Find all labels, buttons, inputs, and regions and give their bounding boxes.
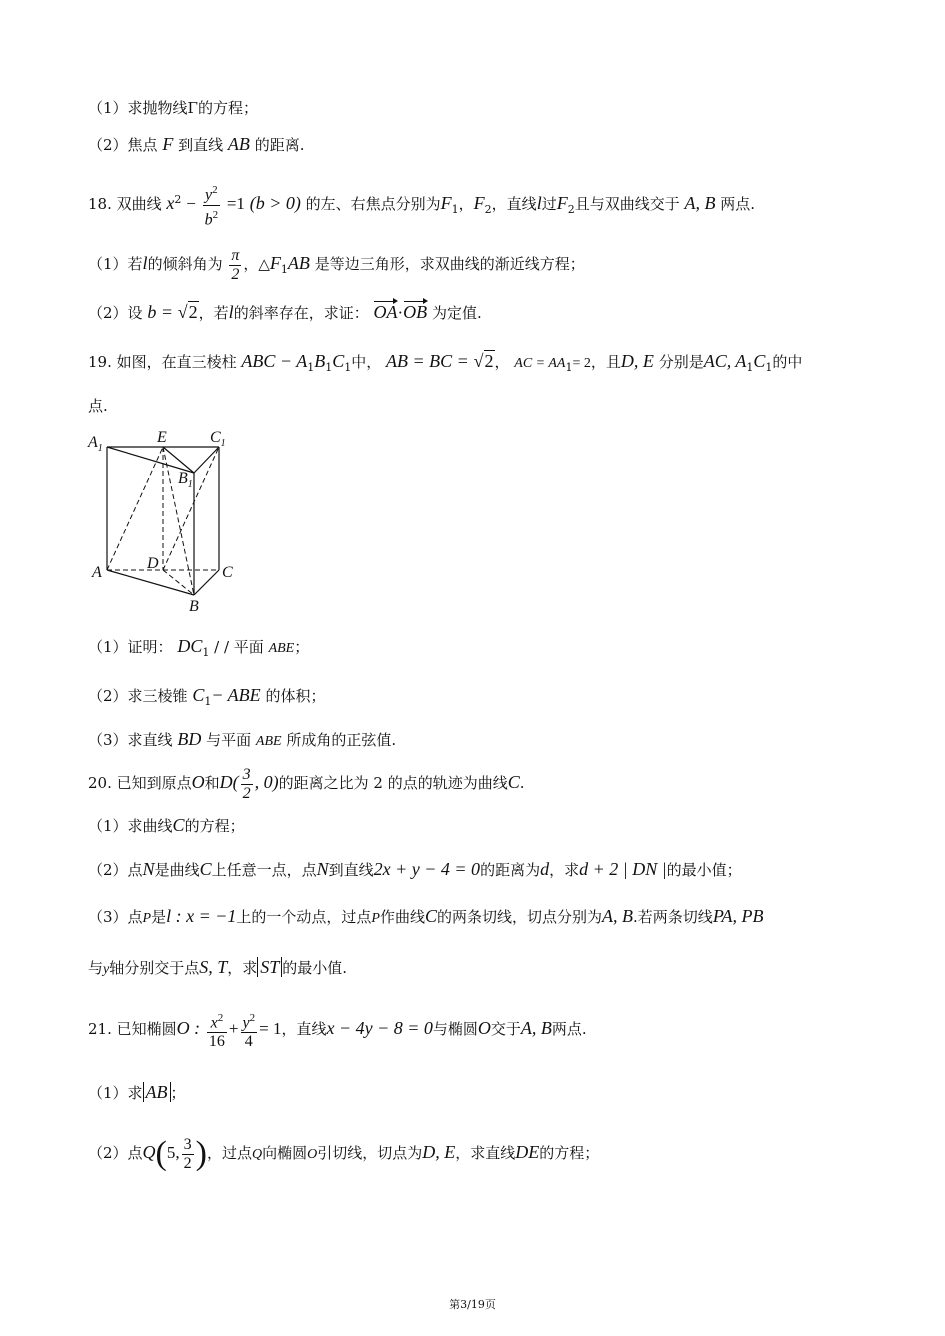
math: AB (143, 1082, 171, 1102)
text: （1）求曲线 (88, 817, 173, 835)
q17-part2 (88, 134, 304, 155)
text: （1）证明： (88, 638, 173, 656)
fraction (241, 766, 253, 803)
vector: OA (373, 302, 398, 322)
math: BD (177, 729, 202, 749)
math: PA, PB (712, 906, 764, 926)
math: D, E (620, 351, 654, 371)
math: AB = BC = (386, 351, 469, 371)
label-a1: $A_1$ (88, 434, 103, 454)
text: （1）求 (88, 1084, 143, 1102)
q19-part2: （2）求三棱锥 $C_1-$ ABE 的体积； (88, 685, 326, 708)
sqrt: √2 (177, 302, 198, 322)
math: ABC − A (241, 351, 308, 371)
text: 的距离之比为 2 的点的轨迹为曲线 (278, 774, 508, 792)
math: (b > 0) (249, 193, 301, 213)
math: 2 (231, 265, 240, 283)
math: d + 2 | DN | (579, 859, 667, 879)
text: 是曲线 (154, 861, 200, 879)
text: 中， (351, 353, 382, 371)
math: C (172, 815, 185, 835)
text: 的体积； (265, 687, 326, 705)
label-b: B (189, 598, 199, 615)
math: C (199, 859, 212, 879)
math: N (142, 859, 155, 879)
page-number: 第3/19页 (449, 1298, 496, 1311)
q21-statement (88, 1008, 587, 1051)
math: Q (251, 1147, 263, 1162)
math: l (536, 193, 542, 213)
math: A, B (602, 906, 634, 926)
text: 交于 (490, 1020, 521, 1038)
text: 所成角的正弦值. (286, 731, 397, 749)
text: 与平面 (206, 731, 252, 749)
math: F (162, 134, 174, 154)
text: ，△ (243, 255, 270, 273)
text: / / 平面 (214, 638, 264, 656)
text: ； (170, 1084, 186, 1102)
fraction (229, 247, 241, 284)
q21-part2: （2）点Q(5, $\frac{3}{2}$ )，过点Q向椭圆O引切线，切点为D, E，求直线DE的方程； (88, 1135, 600, 1172)
text: 的距离. (254, 136, 305, 154)
q19-part3 (88, 729, 396, 752)
math: D( (219, 772, 239, 792)
math: AC, A (703, 351, 747, 371)
math: C (332, 351, 345, 371)
math: 2 (242, 784, 251, 802)
text: 的最小值； (666, 861, 742, 879)
math: 2 (484, 351, 494, 371)
q21-part1 (88, 1082, 186, 1103)
q18-part1: （1）若l的倾斜角为 $\frac{\pi}{2}$ ，$\triangle F_1AB$ 是等边三角形，求双曲线的渐近线方程； (88, 246, 585, 283)
math: 4 (244, 1033, 253, 1051)
q20-part2 (88, 859, 742, 880)
q18-part2 (88, 302, 482, 323)
math: DE (515, 1142, 540, 1162)
text: ，且 (590, 353, 621, 371)
text: 的距离为 (480, 861, 541, 879)
edge-ab (107, 570, 194, 595)
math: O : (176, 1018, 201, 1038)
text: 是 (151, 908, 167, 926)
math: N (316, 859, 329, 879)
math: P (142, 911, 152, 926)
q20-part3 (88, 906, 763, 929)
text: 向椭圆 (262, 1144, 308, 1162)
math: x − 4y − 8 = 0 (326, 1018, 433, 1038)
label-c: C (222, 564, 233, 581)
math: b (204, 210, 213, 228)
text: 且与双曲线交于 (574, 195, 680, 213)
text: 引切线，切点为 (317, 1144, 423, 1162)
text: ，若 (198, 304, 229, 322)
text: ，直线 (281, 1020, 327, 1038)
text: ，求 (227, 959, 258, 977)
text: 到直线 (328, 861, 374, 879)
text: （2）点 (88, 1144, 143, 1162)
math: y (103, 962, 110, 977)
text: 的方程； (184, 817, 245, 835)
q18-statement: 18. 双曲线 $x^2$ − $\frac{y^2}{b^2}$ =1 (b > 0) 的左、右焦点分别为$F_1$，$F_2$，直线l过$F_2$且与双曲线交于 A, B 两点. (88, 180, 755, 230)
math: ST (257, 957, 282, 977)
text: （3）点 (88, 908, 143, 926)
label-a: A (92, 564, 102, 581)
text: ，过点 (206, 1144, 252, 1162)
text: 作曲线 (379, 908, 425, 926)
math: O (477, 1018, 491, 1038)
math: D, E (422, 1142, 456, 1162)
edge-ae-hidden (107, 447, 163, 570)
math: DC (177, 636, 203, 656)
text: .若两条切线 (633, 908, 713, 926)
math: AB (287, 253, 310, 273)
math: 5, (166, 1143, 180, 1162)
q20-number: 20. 已知到原点 (88, 774, 192, 792)
label-e: E (157, 429, 167, 446)
math: y (242, 1014, 250, 1032)
math: ABE (268, 641, 295, 656)
text: 点. (88, 397, 108, 415)
q20-part1 (88, 815, 245, 836)
text: （3）求直线 (88, 731, 173, 749)
text: 和 (204, 774, 220, 792)
text: 的中 (772, 353, 803, 371)
math: AC = AA (514, 356, 566, 371)
math: 3 (242, 765, 251, 783)
edge-dc1-hidden (163, 447, 219, 570)
fraction (182, 1136, 194, 1173)
text: ，求直线 (455, 1144, 516, 1162)
text: 与 (88, 959, 104, 977)
math: y (205, 186, 213, 204)
sqrt: √2 (473, 351, 494, 371)
q19-statement-cont (88, 396, 108, 416)
math: C (192, 685, 205, 705)
math: P (371, 911, 380, 926)
edge-bc (194, 570, 219, 595)
math: F (269, 253, 281, 273)
text: 上的一个动点，过点 (236, 908, 372, 926)
math: 2 (188, 302, 198, 322)
math: + (228, 1019, 239, 1038)
math: l (142, 253, 148, 273)
q17-part1 (88, 98, 258, 118)
math: 16 (208, 1033, 225, 1051)
math: AB (227, 134, 250, 154)
math: F (473, 193, 485, 213)
math: =1 (226, 194, 245, 213)
math: = 2 (572, 356, 591, 371)
text: ； (294, 638, 310, 656)
math: 2x + y − 4 = 0 (373, 859, 481, 879)
text: ，求 (549, 861, 580, 879)
text: 轴分别交于点 (109, 959, 200, 977)
q20-part3-cont (88, 957, 347, 980)
math: F (440, 193, 452, 213)
text: 的两条切线，切点分别为 (437, 908, 603, 926)
math: − (186, 194, 196, 213)
text: 的斜率存在，求证： (233, 304, 369, 322)
math: − ABE (211, 685, 261, 705)
q21-number: 21. 已知椭圆 (88, 1020, 177, 1038)
math: x (166, 193, 175, 213)
fraction: $\frac{y^2}{4}$ (241, 1009, 258, 1051)
text: （2）求三棱锥 (88, 687, 188, 705)
label-b1: $B_1$ (178, 470, 193, 490)
math: l : x = −1 (166, 906, 237, 926)
math: x (210, 1014, 218, 1032)
math: B (314, 351, 326, 371)
q17-part1-text: （1）求抛物线Γ的方程； (88, 99, 258, 117)
q19-part1: （1）证明： $DC_1$ / / 平面 ABE； (88, 636, 310, 659)
math: d (540, 859, 550, 879)
q19-number: 19. 如图，在直三棱柱 (88, 353, 237, 371)
text: 两点. (551, 1020, 587, 1038)
text: ，直线 (491, 195, 537, 213)
text: 为定值. (431, 304, 482, 322)
edge-b1c1 (194, 447, 219, 473)
math: π (231, 246, 240, 264)
q20-statement (88, 762, 525, 803)
math: A, B (520, 1018, 552, 1038)
fraction: $\frac{y^2}{b^2}$ (203, 181, 221, 229)
text: 是等边三角形，求双曲线的渐近线方程； (314, 255, 585, 273)
math: S, T (199, 957, 228, 977)
q18-number: 18. 双曲线 (88, 195, 162, 213)
math: , 0) (254, 772, 279, 792)
text: （2）焦点 (88, 136, 158, 154)
fraction: $\frac{x^2}{16}$ (207, 1009, 227, 1051)
text: 两点. (720, 195, 756, 213)
text: . (519, 774, 525, 792)
text: 上任意一点，点 (211, 861, 317, 879)
text: 的倾斜角为 (147, 255, 223, 273)
text: 到直线 (178, 136, 224, 154)
math: l (228, 302, 234, 322)
math: 3 (183, 1135, 192, 1153)
math: b = (147, 302, 173, 322)
math: C (507, 772, 520, 792)
text: 的左、右焦点分别为 (305, 195, 441, 213)
math: · (397, 303, 404, 322)
text: 分别是 (658, 353, 704, 371)
q19-statement: 19. 如图，在直三棱柱 ABC − $A_1B_1C_1$中， AB = BC = √2， AC = $AA_1= 2$，且D, E 分别是AC, $A_1C_1$的中 (88, 351, 803, 374)
math: O (307, 1147, 318, 1162)
label-d: D (147, 555, 159, 572)
text: 过 (541, 195, 557, 213)
math: C (425, 906, 438, 926)
text: 的方程； (539, 1144, 600, 1162)
vector: OB (403, 302, 428, 322)
math: Q (142, 1142, 156, 1162)
math: A, B (684, 193, 716, 213)
text: （1）若 (88, 255, 143, 273)
text: 与椭圆 (432, 1020, 478, 1038)
math: ABE (255, 734, 282, 749)
math: 2 (183, 1154, 192, 1172)
math: = 1 (259, 1019, 282, 1038)
prism-figure (80, 425, 250, 615)
math: O (191, 772, 205, 792)
text: （2）点 (88, 861, 143, 879)
text: 的最小值. (282, 959, 348, 977)
text: ， (494, 353, 510, 371)
math: C (753, 351, 766, 371)
text: （2）设 (88, 304, 143, 322)
label-c1: $C_1$ (210, 429, 226, 449)
